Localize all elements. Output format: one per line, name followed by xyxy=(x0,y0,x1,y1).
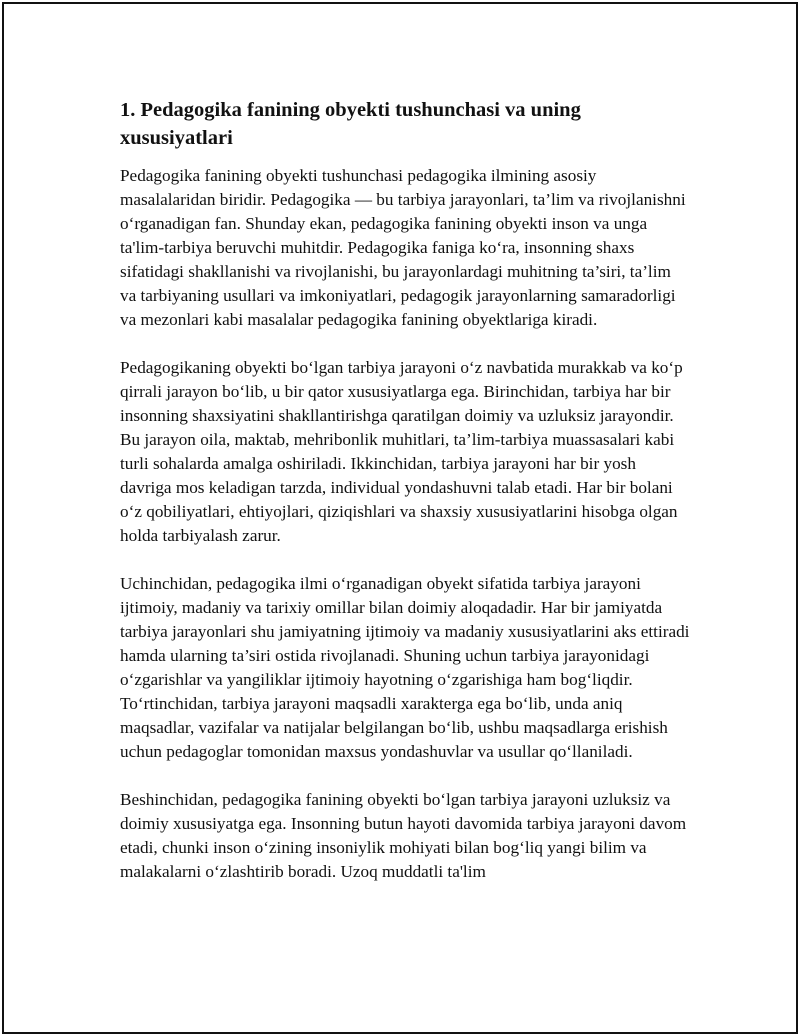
document-page xyxy=(2,2,798,1034)
document-body xyxy=(120,96,690,908)
paragraph-3: Uchinchidan, pedagogika ilmi o‘rganadigan obyekt sifatida tarbiya jarayoni ijtimoiy, madaniy va tarixiy omillar bilan doimiy aloqadadir. Har bir jamiyatda tarbiya jarayonlari shu jamiyatning ijtimoiy va madaniy xususiyatlarini aks ettiradi hamda ularning ta’siri ostida rivojlanadi. Shuning uchun tarbiya jarayonidagi o‘zgarishlar va yangiliklar ijtimoiy hayotning o‘zgarishiga ham bog‘liqdir. To‘rtinchidan, tarbiya jarayoni maqsadli xarakterga ega bo‘lib, unda aniq maqsadlar, vazifalar va natijalar belgilangan bo‘lib, ushbu maqsadlarga erishish uchun pedagoglar tomonidan maxsus yondashuvlar va usullar qo‘llaniladi. xyxy=(120,574,690,761)
paragraph-4: Beshinchidan, pedagogika fanining obyekti bo‘lgan tarbiya jarayoni uzluksiz va doimiy xususiyatga ega. Insonning butun hayoti davomida tarbiya jarayoni davom etadi, chunki inson o‘zining insoniylik mohiyati bilan bog‘liq yangi bilim va malakalarni o‘zlashtirib boradi. Uzoq muddatli ta'lim xyxy=(120,790,687,881)
paragraph-1: Pedagogika fanining obyekti tushunchasi pedagogika ilmining asosiy masalalaridan biridir. Pedagogika — bu tarbiya jarayonlari, ta’lim va rivojlanishni o‘rganadigan fan. Shunday ekan, pedagogika fanining obyekti inson va unga ta'lim-tarbiya beruvchi muhitdir. Pedagogika faniga ko‘ra, insonning shaxs sifatidagi shakllanishi va rivojlanishi, bu jarayonlardagi muhitning ta’siri, ta’lim va tarbiyaning usullari va imkoniyatlari, pedagogik jarayonlarning samaradorligi va mezonlari kabi masalalar pedagogika fanining obyektlariga kiradi. xyxy=(120,166,686,329)
paragraph-2: Pedagogikaning obyekti bo‘lgan tarbiya jarayoni o‘z navbatida murakkab va ko‘p qirrali jarayon bo‘lib, u bir qator xususiyatlarga ega. Birinchidan, tarbiya har bir insonning shaxsiyatini shakllantirishga qaratilgan doimiy va uzluksiz jarayondir. Bu jarayon oila, maktab, mehribonlik muhitlari, ta’lim-tarbiya muassasalari kabi turli sohalarda amalga oshiriladi. Ikkinchidan, tarbiya jarayoni har bir yosh davriga mos keladigan tarzda, individual yondashuvni talab etadi. Har bir bolani o‘z qobiliyatlari, ehtiyojlari, qiziqishlari va shaxsiy xususiyatlarini hisobga olgan holda tarbiyalash zarur. xyxy=(120,358,683,545)
section-heading: 1. Pedagogika fanining obyekti tushunchasi va uning xususiyatlari xyxy=(120,99,581,149)
